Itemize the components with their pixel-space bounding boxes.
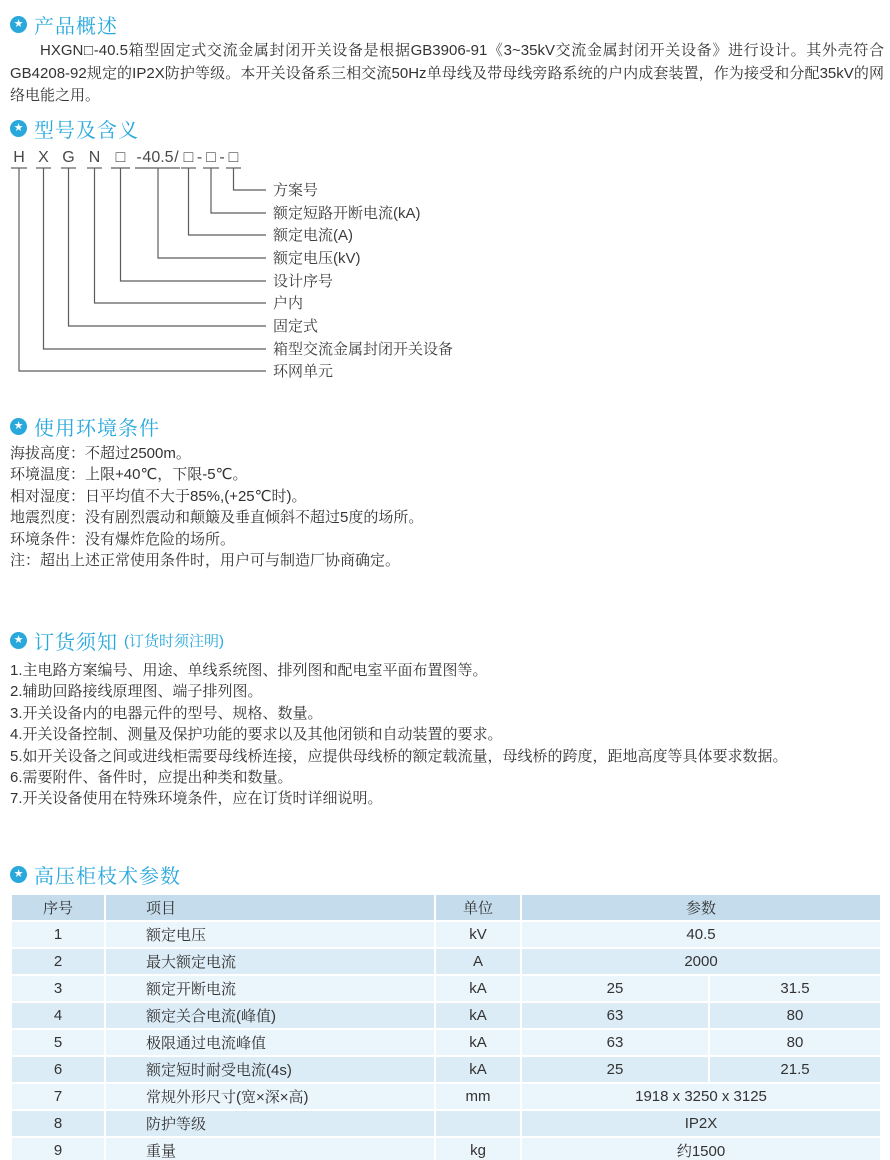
cell-value-2: 21.5 — [710, 1057, 880, 1082]
cell-value: IP2X — [522, 1111, 880, 1136]
model-label: 额定电流(A) — [273, 227, 353, 244]
cell-value-1: 63 — [522, 1003, 708, 1028]
model-token: N — [88, 149, 101, 166]
header-cell-value: 参数 — [522, 895, 880, 920]
star-icon: ★ — [10, 418, 27, 435]
cell-value: 1918 x 3250 x 3125 — [522, 1084, 880, 1109]
cell-unit: kg — [436, 1138, 520, 1160]
section-heading-model — [10, 114, 139, 143]
section-title-environment: 使用环境条件 — [34, 418, 160, 440]
table-row — [12, 1003, 880, 1028]
model-token: - — [136, 149, 142, 166]
cell-item: 最大额定电流 — [106, 949, 434, 974]
connector-line — [234, 168, 267, 190]
cell-item: 常规外形尺寸(宽×深×高) — [106, 1084, 434, 1109]
connector-line — [189, 168, 267, 235]
list-item: 6.需要附件、备件时，应提出种类和数量。 — [10, 769, 293, 787]
cell-unit: kA — [436, 1030, 520, 1055]
section-title-overview: 产品概述 — [34, 16, 118, 38]
section-heading-parameters — [10, 860, 181, 889]
table-header-row — [12, 895, 880, 920]
cell-value: 2000 — [522, 949, 880, 974]
model-token: H — [13, 149, 25, 166]
cell-unit: kA — [436, 1003, 520, 1028]
cell-item: 重量 — [106, 1138, 434, 1160]
cell-item: 额定电压 — [106, 922, 434, 947]
list-item: 3.开关设备内的电器元件的型号、规格、数量。 — [10, 704, 323, 722]
section-title-model: 型号及含义 — [34, 120, 139, 142]
header-cell-unit: 单位 — [436, 895, 520, 920]
cell-value-1: 25 — [522, 1057, 708, 1082]
model-label: 额定短路开断电流(kA) — [273, 205, 421, 222]
cell-unit: A — [436, 949, 520, 974]
cell-no: 7 — [12, 1084, 104, 1109]
cell-unit: kA — [436, 1057, 520, 1082]
model-label: 设计序号 — [273, 273, 334, 290]
star-icon: ★ — [10, 16, 27, 33]
cell-value-1: 25 — [522, 976, 708, 1001]
cell-no: 8 — [12, 1111, 104, 1136]
cell-value: 约1500 — [522, 1138, 880, 1160]
cell-unit: mm — [436, 1084, 520, 1109]
table-row — [12, 976, 880, 1001]
model-label: 户内 — [273, 295, 304, 312]
connector-line — [69, 168, 267, 326]
model-label: 额定电压(kV) — [273, 250, 361, 267]
cell-item: 极限通过电流峰值 — [106, 1030, 434, 1055]
cell-no: 4 — [12, 1003, 104, 1028]
header-cell-item: 项目 — [106, 895, 434, 920]
model-token: □ — [228, 149, 239, 166]
cell-value-2: 80 — [710, 1003, 880, 1028]
cell-item: 防护等级 — [106, 1111, 434, 1136]
model-label: 方案号 — [273, 182, 319, 199]
parameters-table — [10, 893, 882, 1160]
model-diagram — [0, 145, 890, 390]
table-row — [12, 1111, 880, 1136]
table-row — [12, 1030, 880, 1055]
header-cell-no: 序号 — [12, 895, 104, 920]
overview-paragraph: HXGN□-40.5箱型固定式交流金属封闭开关设备是根据GB3906-91《3~35kV交流金属封闭开关设备》进行设计。其外壳符合GB4208-92规定的IP2X防护等级。本开关设备系三相交流50Hz单母线及带母线旁路系统的户内成套装置，作为接受和分配35kV的网络电能之用。 — [10, 42, 884, 104]
connector-line — [19, 168, 266, 371]
cell-item: 额定关合电流(峰值) — [106, 1003, 434, 1028]
model-label: 环网单元 — [273, 363, 334, 380]
star-icon: ★ — [10, 866, 27, 883]
section-title-parameters: 高压柜枝术参数 — [34, 866, 181, 888]
table-row — [12, 1057, 880, 1082]
model-token: 40.5 — [142, 149, 174, 166]
cell-value: 40.5 — [522, 922, 880, 947]
list-item: 4.开关设备控制、测量及保护功能的要求以及其他闭锁和自动装置的要求。 — [10, 726, 503, 744]
cell-item: 额定短时耐受电流(4s) — [106, 1057, 434, 1082]
list-item: 7.开关设备使用在特殊环境条件，应在订货时详细说明。 — [10, 790, 383, 808]
model-label: 固定式 — [273, 318, 319, 335]
cell-no: 3 — [12, 976, 104, 1001]
model-token: □ — [115, 149, 126, 166]
cell-value-2: 31.5 — [710, 976, 880, 1001]
list-item: 海拔高度：不超过2500m。 — [10, 445, 191, 462]
cell-unit: kV — [436, 922, 520, 947]
model-token: / — [174, 149, 179, 166]
model-token: □ — [206, 149, 216, 166]
cell-no: 1 — [12, 922, 104, 947]
connector-line — [121, 168, 267, 281]
section-heading-environment — [10, 412, 160, 441]
model-token: - — [219, 149, 225, 166]
section-subtitle-ordering: (订货时须注明) — [124, 633, 224, 650]
cell-item: 额定开断电流 — [106, 976, 434, 1001]
model-token: G — [62, 149, 75, 166]
section-title-ordering: 订货须知 — [34, 632, 118, 654]
section-heading-ordering — [10, 626, 224, 655]
model-token: □ — [183, 149, 194, 166]
cell-unit: kA — [436, 976, 520, 1001]
list-item: 2.辅助回路接线原理图、端子排列图。 — [10, 683, 263, 701]
list-item: 地震烈度：没有剧烈震动和颠簸及垂直倾斜不超过5度的场所。 — [10, 509, 424, 527]
cell-no: 6 — [12, 1057, 104, 1082]
list-item: 5.如开关设备之间或进线柜需要母线桥连接，应提供母线桥的额定载流量，母线桥的跨度，距地高度等具体要求数据。 — [10, 747, 788, 765]
table-row — [12, 922, 880, 947]
cell-no: 5 — [12, 1030, 104, 1055]
ordering-list — [10, 660, 884, 810]
list-item: 1.主电路方案编号、用途、单线系统图、排列图和配电室平面布置图等。 — [10, 662, 488, 679]
model-token: X — [38, 149, 49, 166]
list-item: 环境温度：上限+40℃，下限-5℃。 — [10, 466, 248, 484]
list-item: 注：超出上述正常使用条件时，用户可与制造厂协商确定。 — [10, 552, 401, 570]
table-row — [12, 1138, 880, 1160]
section-heading-overview — [10, 10, 118, 39]
cell-no: 2 — [12, 949, 104, 974]
star-icon: ★ — [10, 120, 27, 137]
list-item: 环境条件：没有爆炸危险的场所。 — [10, 530, 236, 548]
model-token: - — [196, 149, 203, 166]
environment-list — [10, 443, 884, 571]
cell-no: 9 — [12, 1138, 104, 1160]
list-item: 相对湿度：日平均值不大于85%,(+25℃时)。 — [10, 487, 307, 505]
cell-unit — [436, 1111, 520, 1136]
cell-value-1: 63 — [522, 1030, 708, 1055]
star-icon: ★ — [10, 632, 27, 649]
table-row — [12, 949, 880, 974]
cell-value-2: 80 — [710, 1030, 880, 1055]
table-row — [12, 1084, 880, 1109]
model-label: 箱型交流金属封闭开关设备 — [273, 341, 454, 358]
